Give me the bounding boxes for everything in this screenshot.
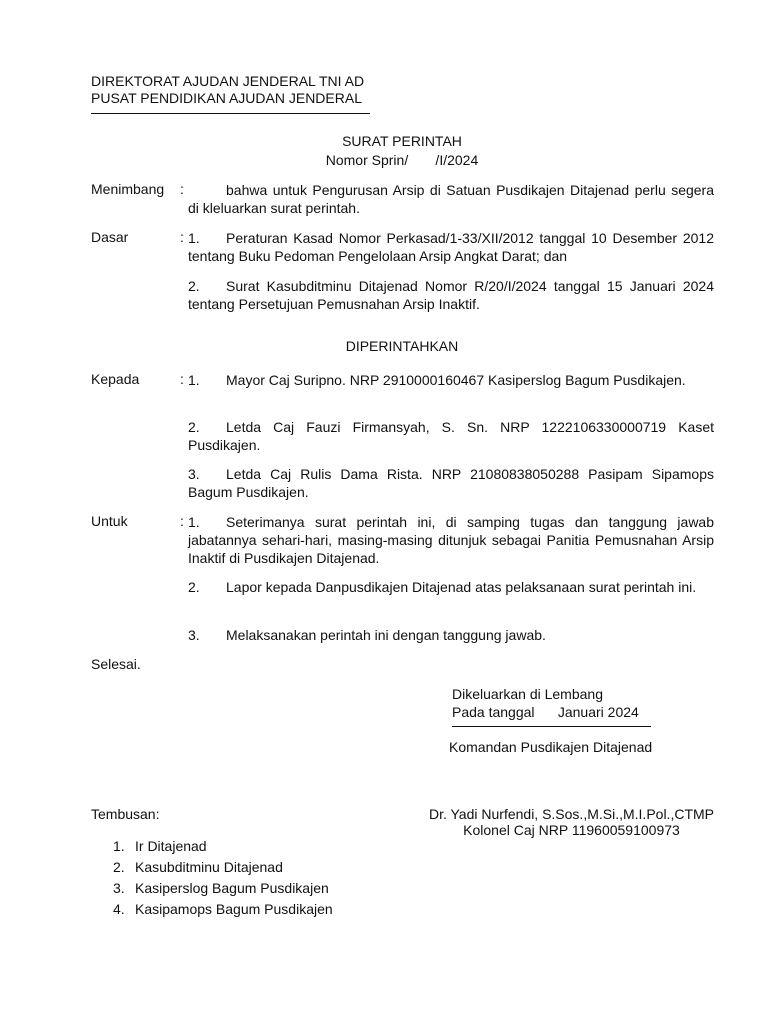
tembusan-list — [113, 836, 333, 920]
kepada-item-2-text: Letda Caj Fauzi Firmansyah, S. Sn. NRP 1222106330000719 Kaset Pusdikajen. — [188, 419, 714, 453]
dasar-item-2-number: 2. — [188, 278, 200, 294]
dasar-colon: : — [180, 229, 184, 245]
menimbang-text: bahwa untuk Pengurusan Arsip di Satuan Pusdikajen Ditajenad perlu segera di kleluarkan surat perintah. — [188, 182, 714, 216]
tembusan-item-1-number: 1. — [113, 838, 125, 854]
tembusan-item-2-number: 2. — [113, 859, 125, 875]
issued-underline — [452, 726, 651, 727]
letterhead-underline — [91, 113, 370, 114]
dasar-label: Dasar — [91, 229, 129, 245]
document-title: SURAT PERINTAH — [342, 133, 462, 149]
letterhead-line-1: DIREKTORAT AJUDAN JENDERAL TNI AD — [91, 73, 365, 89]
list-item — [113, 899, 333, 920]
untuk-item-2-text: Lapor kepada Danpusdikajen Ditajenad atas pelaksanaan surat perintah ini. — [226, 579, 697, 595]
kepada-item-2 — [188, 418, 714, 454]
closing-selesai: Selesai. — [91, 656, 141, 672]
untuk-item-1 — [188, 513, 714, 567]
untuk-item-2-number: 2. — [188, 579, 200, 595]
tembusan-label: Tembusan: — [91, 806, 160, 822]
dasar-item-2-text: Surat Kasubditminu Ditajenad Nomor R/20/I/2024 tanggal 15 Januari 2024 tentang Persetujuan Pemusnahan Arsip Inaktif. — [188, 278, 714, 312]
kepada-item-1-text: Mayor Caj Suripno. NRP 2910000160467 Kasiperslog Bagum Pusdikajen. — [226, 372, 686, 388]
menimbang-label: Menimbang — [91, 181, 165, 197]
kepada-item-1 — [188, 371, 714, 389]
menimbang-colon: : — [180, 181, 184, 197]
signer-block — [429, 806, 714, 838]
signer-rank: Kolonel Caj NRP 11960059100973 — [463, 822, 680, 838]
dasar-item-1-number: 1. — [188, 230, 200, 246]
issued-date: Pada tanggal Januari 2024 — [452, 704, 639, 720]
signer-position: Komandan Pusdikajen Ditajenad — [449, 739, 653, 755]
untuk-label: Untuk — [91, 513, 128, 529]
tembusan-item-4-number: 4. — [113, 901, 125, 917]
diperintahkan-heading: DIPERINTAHKAN — [345, 338, 459, 354]
list-item — [113, 878, 333, 899]
untuk-item-3-text: Melaksanakan perintah ini dengan tanggung jawab. — [226, 627, 546, 643]
untuk-item-1-text: Seterimanya surat perintah ini, di samping tugas dan tanggung jawab jabatannya sehari-hari, masing-masing ditunjuk sebagai Panitia Pemusnahan Arsip Inaktif di Pusdikajen Ditajenad. — [188, 514, 714, 566]
dasar-item-2 — [188, 277, 714, 313]
kepada-item-3-text: Letda Caj Rulis Dama Rista. NRP 21080838050288 Pasipam Sipamops Bagum Pusdikajen. — [188, 466, 714, 500]
dasar-item-1-text: Peraturan Kasad Nomor Perkasad/1-33/XII/2012 tanggal 10 Desember 2012 tentang Buku Pedoman Pengelolaan Arsip Angkat Darat; dan — [188, 230, 714, 264]
tembusan-item-3-number: 3. — [113, 880, 125, 896]
letterhead — [91, 73, 364, 107]
kepada-item-3-number: 3. — [188, 466, 200, 482]
untuk-colon: : — [180, 513, 184, 529]
dasar-item-1 — [188, 229, 714, 265]
untuk-item-2 — [188, 578, 714, 596]
kepada-label: Kepada — [91, 371, 140, 387]
issued-place: Dikeluarkan di Lembang — [452, 686, 603, 702]
kepada-item-2-number: 2. — [188, 419, 200, 435]
letterhead-line-2: PUSAT PENDIDIKAN AJUDAN JENDERAL — [91, 90, 362, 106]
kepada-item-1-number: 1. — [188, 372, 200, 388]
list-item — [113, 836, 333, 857]
untuk-item-1-number: 1. — [188, 514, 200, 530]
document-number: Nomor Sprin/ /I/2024 — [325, 152, 479, 168]
tembusan-item-3-text: Kasiperslog Bagum Pusdikajen — [135, 880, 329, 896]
signer-name: Dr. Yadi Nurfendi, S.Sos.,M.Si.,M.I.Pol.,CTMP — [428, 806, 714, 822]
untuk-item-3-number: 3. — [188, 627, 200, 643]
tembusan-item-4-text: Kasipamops Bagum Pusdikajen — [135, 901, 333, 917]
tembusan-item-1-text: Ir Ditajenad — [135, 838, 207, 854]
untuk-item-3 — [188, 626, 714, 644]
kepada-colon: : — [180, 371, 184, 387]
tembusan-item-2-text: Kasubditminu Ditajenad — [135, 859, 283, 875]
list-item — [113, 857, 333, 878]
kepada-item-3 — [188, 465, 714, 501]
